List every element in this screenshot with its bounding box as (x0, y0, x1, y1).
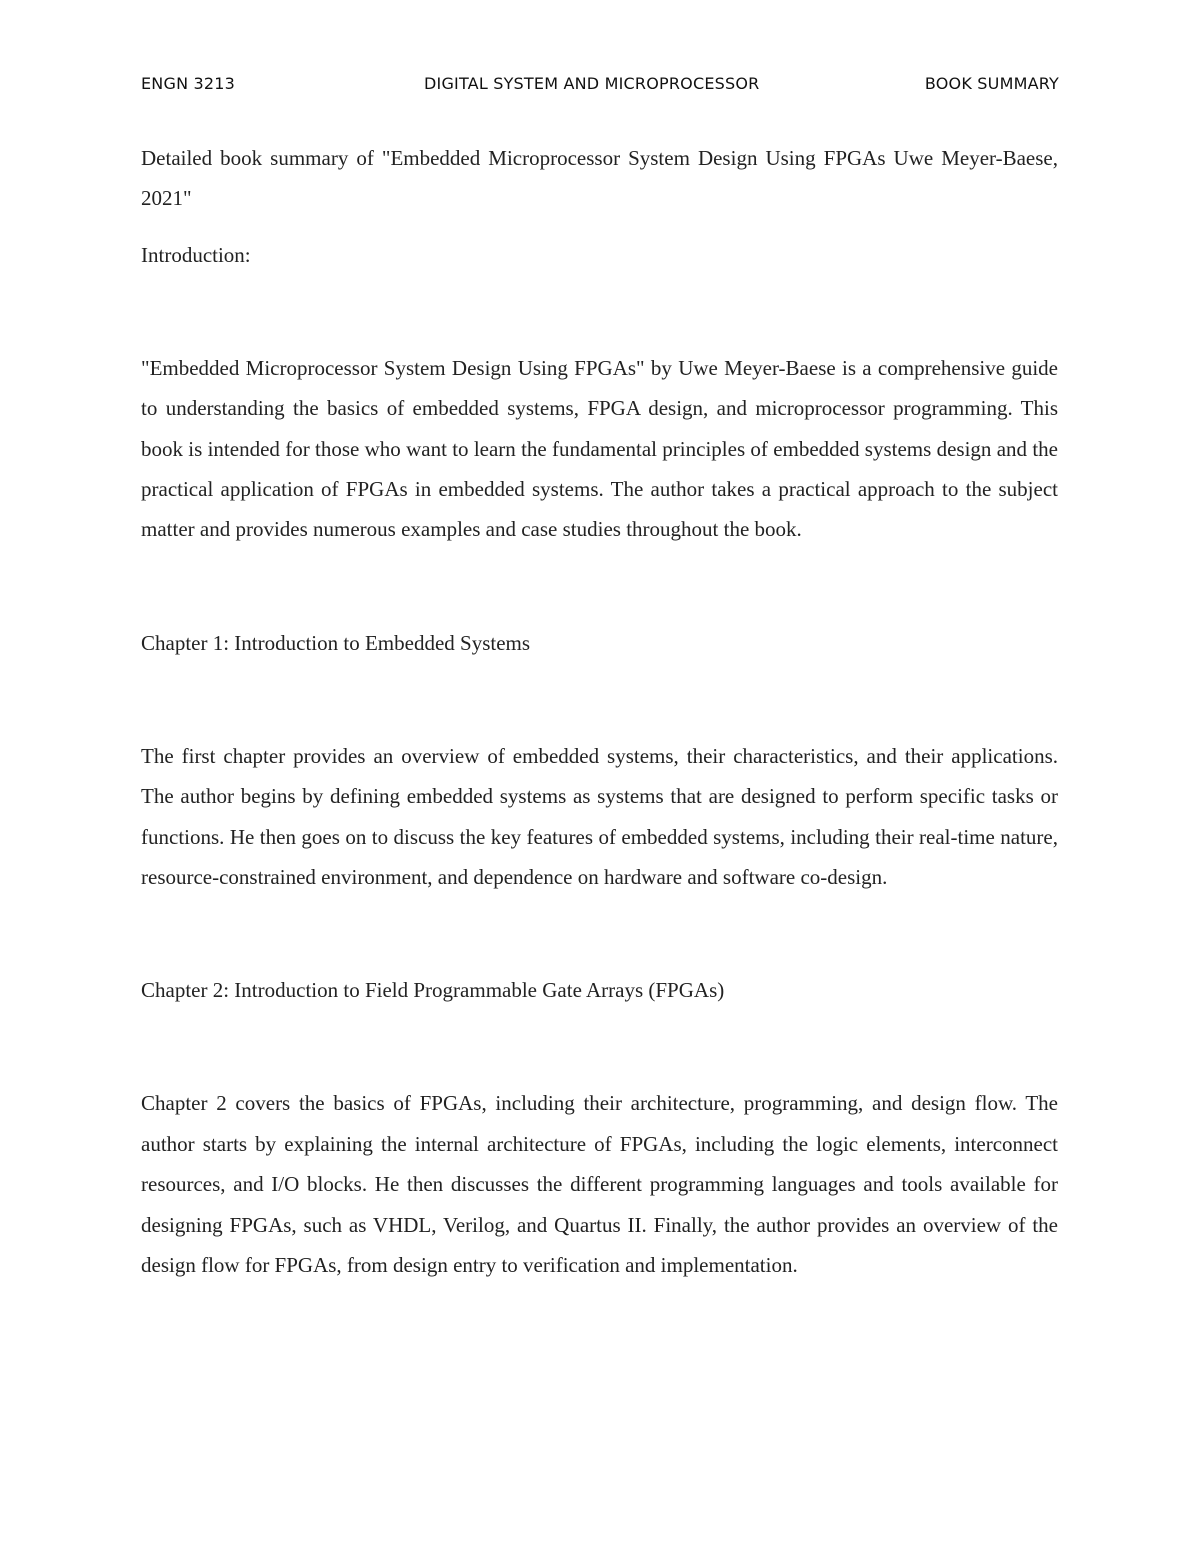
intro-heading: Introduction: (141, 242, 251, 267)
document-title: Detailed book summary of "Embedded Microprocessor System Design Using FPGAs Uwe Meyer-Baese, 2021" (141, 146, 1058, 211)
header-course-code: ENGN 3213 (141, 74, 236, 93)
intro-paragraph: "Embedded Microprocessor System Design Using FPGAs" by Uwe Meyer-Baese is a comprehensive guide to understanding the basics of embedded systems, FPGA design, and microprocessor programming. This book is intended for those who want to learn the fundamental principles of embedded systems design and the practical application of FPGAs in embedded systems. The author takes a practical approach to the subject matter and provides numerous examples and case studies throughout the book. (141, 355, 1058, 542)
chapter1-paragraph: The first chapter provides an overview of embedded systems, their characteristics, and their applications. The author begins by defining embedded systems as systems that are designed to perform specific tasks or functions. He then goes on to discuss the key features of embedded systems, including their real-time nature, resource-constrained environment, and dependence on hardware and software co-design. (141, 743, 1058, 890)
document-body (141, 138, 1058, 1286)
header-course-title: DIGITAL SYSTEM AND MICROPROCESSOR (424, 74, 760, 93)
chapter1-heading: Chapter 1: Introduction to Embedded Systems (141, 630, 531, 655)
page-header (141, 74, 1059, 100)
chapter2-paragraph: Chapter 2 covers the basics of FPGAs, including their architecture, programming, and design flow. The author starts by explaining the internal architecture of FPGAs, including the logic elements, interconnect resources, and I/O blocks. He then discusses the different programming languages and tools available for designing FPGAs, such as VHDL, Verilog, and Quartus II. Finally, the author provides an overview of the design flow for FPGAs, from design entry to verification and implementation. (141, 1091, 1058, 1278)
chapter2-heading: Chapter 2: Introduction to Field Programmable Gate Arrays (FPGAs) (141, 978, 725, 1003)
header-doc-type: BOOK SUMMARY (924, 74, 1059, 93)
